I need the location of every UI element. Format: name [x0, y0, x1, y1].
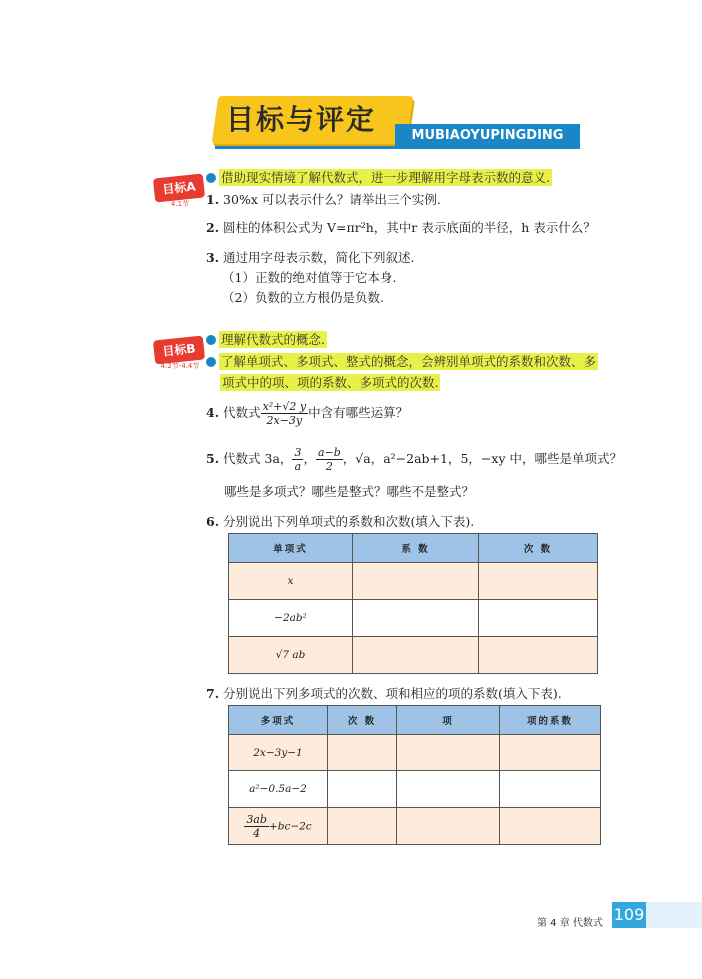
goal-b-objective-1: 理解代数式的概念. [206, 330, 327, 350]
table-header: 系 数 [353, 534, 479, 563]
question-3: 3. 通过用字母表示数，简化下列叙述. [206, 250, 415, 265]
q5-fraction-2: $\frac{a-b}{2}$ [317, 446, 341, 473]
table-row [229, 600, 598, 637]
table-row [229, 735, 601, 771]
page-title: 目标与评定 [226, 103, 377, 136]
question-7: 7. 分别说出下列多项式的次数、项和相应的项的系数(填入下表). [206, 686, 562, 701]
answer-cell[interactable] [328, 771, 397, 808]
table-header: 项的系数 [500, 706, 601, 735]
table-cell: −2ab² [229, 600, 353, 637]
answer-cell[interactable] [397, 808, 500, 845]
bullet-icon [206, 173, 216, 183]
answer-cell[interactable] [500, 771, 601, 808]
answer-cell[interactable] [479, 637, 598, 674]
q7-fraction: $\frac{3ab}{4}$ [246, 812, 267, 840]
chapter-label: 第 4 章 代数式 [537, 918, 603, 929]
monomial-table [228, 533, 598, 674]
footer-bar [646, 902, 702, 928]
q4-fraction: $\frac{\text{x²+√2 y}}{2x-3y}$ [262, 400, 307, 427]
answer-cell[interactable] [353, 600, 479, 637]
table-row [229, 771, 601, 808]
page-subtitle: MUBIAOYUPINGDING [395, 124, 580, 148]
table-cell: a²−0.5a−2 [229, 771, 328, 808]
answer-cell[interactable] [500, 735, 601, 771]
table-header: 单项式 [229, 534, 353, 563]
goal-a-badge: 目标A [153, 173, 205, 202]
goal-b-objective-2-cont: 项式中的项、项的系数、多项式的次数. [222, 375, 439, 390]
answer-cell[interactable] [500, 808, 601, 845]
goal-b-badge: 目标B [153, 335, 205, 364]
question-5: 5. 代数式 3a， $\frac{3}{a}$ ， $\frac{a-b}{2}$ ，√a，a²−2ab+1，5，−xy 中，哪些是单项式？ [206, 446, 622, 473]
table-cell: 2x−3y−1 [229, 735, 328, 771]
goal-b-objective-2: 了解单项式、多项式、整式的概念，会辨别单项式的系数和次数、多 [206, 352, 598, 372]
table-row [229, 563, 598, 600]
question-3-sub-2: （2）负数的立方根仍是负数. [222, 290, 384, 305]
question-4: 4. 代数式 $\frac{\text{x²+√2 y}}{2x-3y}$ 中含有哪些运算？ [206, 400, 409, 427]
bullet-icon [206, 335, 216, 345]
question-5-line-2: 哪些是多项式？哪些是整式？哪些不是整式？ [224, 484, 475, 499]
polynomial-table [228, 705, 601, 845]
goal-a-objective: 借助现实情境了解代数式，进一步理解用字母表示数的意义. [206, 168, 552, 188]
table-cell: √7 ab [229, 637, 353, 674]
table-row [229, 637, 598, 674]
answer-cell[interactable] [479, 600, 598, 637]
table-header: 多项式 [229, 706, 328, 735]
table-header: 次 数 [479, 534, 598, 563]
question-1: 1. 30%x 可以表示什么？请举出三个实例. [206, 192, 441, 207]
question-3-sub-1: （1）正数的绝对值等于它本身. [222, 270, 397, 285]
goal-a-section: 4.1节 [170, 200, 190, 208]
q5-fraction-1: $\frac{3}{a}$ [294, 446, 302, 473]
answer-cell[interactable] [353, 563, 479, 600]
answer-cell[interactable] [479, 563, 598, 600]
table-cell: x [229, 563, 353, 600]
table-header: 项 [397, 706, 500, 735]
table-header: 次 数 [328, 706, 397, 735]
table-row [229, 808, 601, 845]
answer-cell[interactable] [353, 637, 479, 674]
answer-cell[interactable] [397, 735, 500, 771]
goal-b-section: 4.2节-4.4节 [160, 362, 200, 370]
page-number: 109 [612, 902, 646, 928]
bullet-icon [206, 357, 216, 367]
table-cell: $\frac{3ab}{4}$ +bc−2c [229, 808, 328, 845]
answer-cell[interactable] [397, 771, 500, 808]
answer-cell[interactable] [328, 735, 397, 771]
question-6: 6. 分别说出下列单项式的系数和次数(填入下表). [206, 514, 475, 529]
answer-cell[interactable] [328, 808, 397, 845]
question-2: 2. 圆柱的体积公式为 V=πr²h，其中r 表示底面的半径，h 表示什么？ [206, 220, 596, 235]
